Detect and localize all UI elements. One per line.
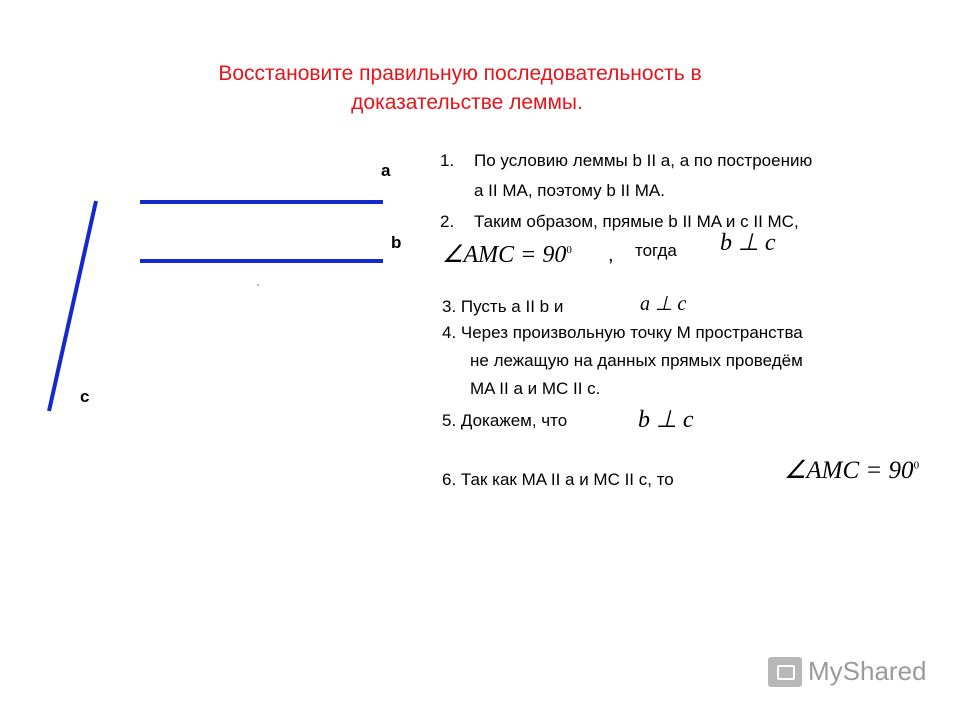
step-3-perpendicular: a ⊥ c [640,293,687,315]
step-2-angle-formula [442,240,572,269]
step-2-line-1: Таким образом, прямые b II MA и c II MC, [474,212,799,231]
title-line-2: доказательстве леммы. [351,91,583,114]
step-2-then: тогда [635,241,677,260]
step-6-text: 6. Так как MA II a и MC II c, то [442,470,674,489]
title-line-1: Восстановите правильную последовательность в [218,62,702,85]
step-2-angle: ∠AMC = 90 [442,242,567,268]
step-2-degree: 0 [566,244,572,256]
step-2-comma: , [608,244,614,266]
step-1-number: 1. [440,151,455,170]
step-4-line-3: MA II a и MC II c. [470,379,601,398]
step-2-number: 2. [440,212,455,231]
step-1-line-1: По условию леммы b II a, a по построению [474,151,813,170]
watermark-text: MyShared [808,656,927,686]
step-3-text: 3. Пусть a II b и [442,297,564,316]
step-5-text: 5. Докажем, что [442,411,568,430]
step-5-perpendicular: b ⊥ c [638,407,694,433]
step-4-line-1: 4. Через произвольную точку М пространства [442,323,803,342]
stray-dot [257,284,259,286]
step-1-line-2: a II MA, поэтому b II MA. [474,181,665,200]
watermark-logo [768,656,927,687]
step-6-degree: 0 [913,459,920,472]
label-c: c [80,387,90,406]
step-6-angle: ∠AMC = 90 [784,457,914,484]
step-2-perpendicular: b ⊥ c [720,230,776,256]
label-a: a [381,161,391,180]
step-4-line-2: не лежащую на данных прямых проведём [470,351,803,370]
watermark-icon [768,657,802,687]
step-6-angle-formula [784,455,919,485]
label-b: b [391,233,402,252]
line-c [49,201,96,411]
